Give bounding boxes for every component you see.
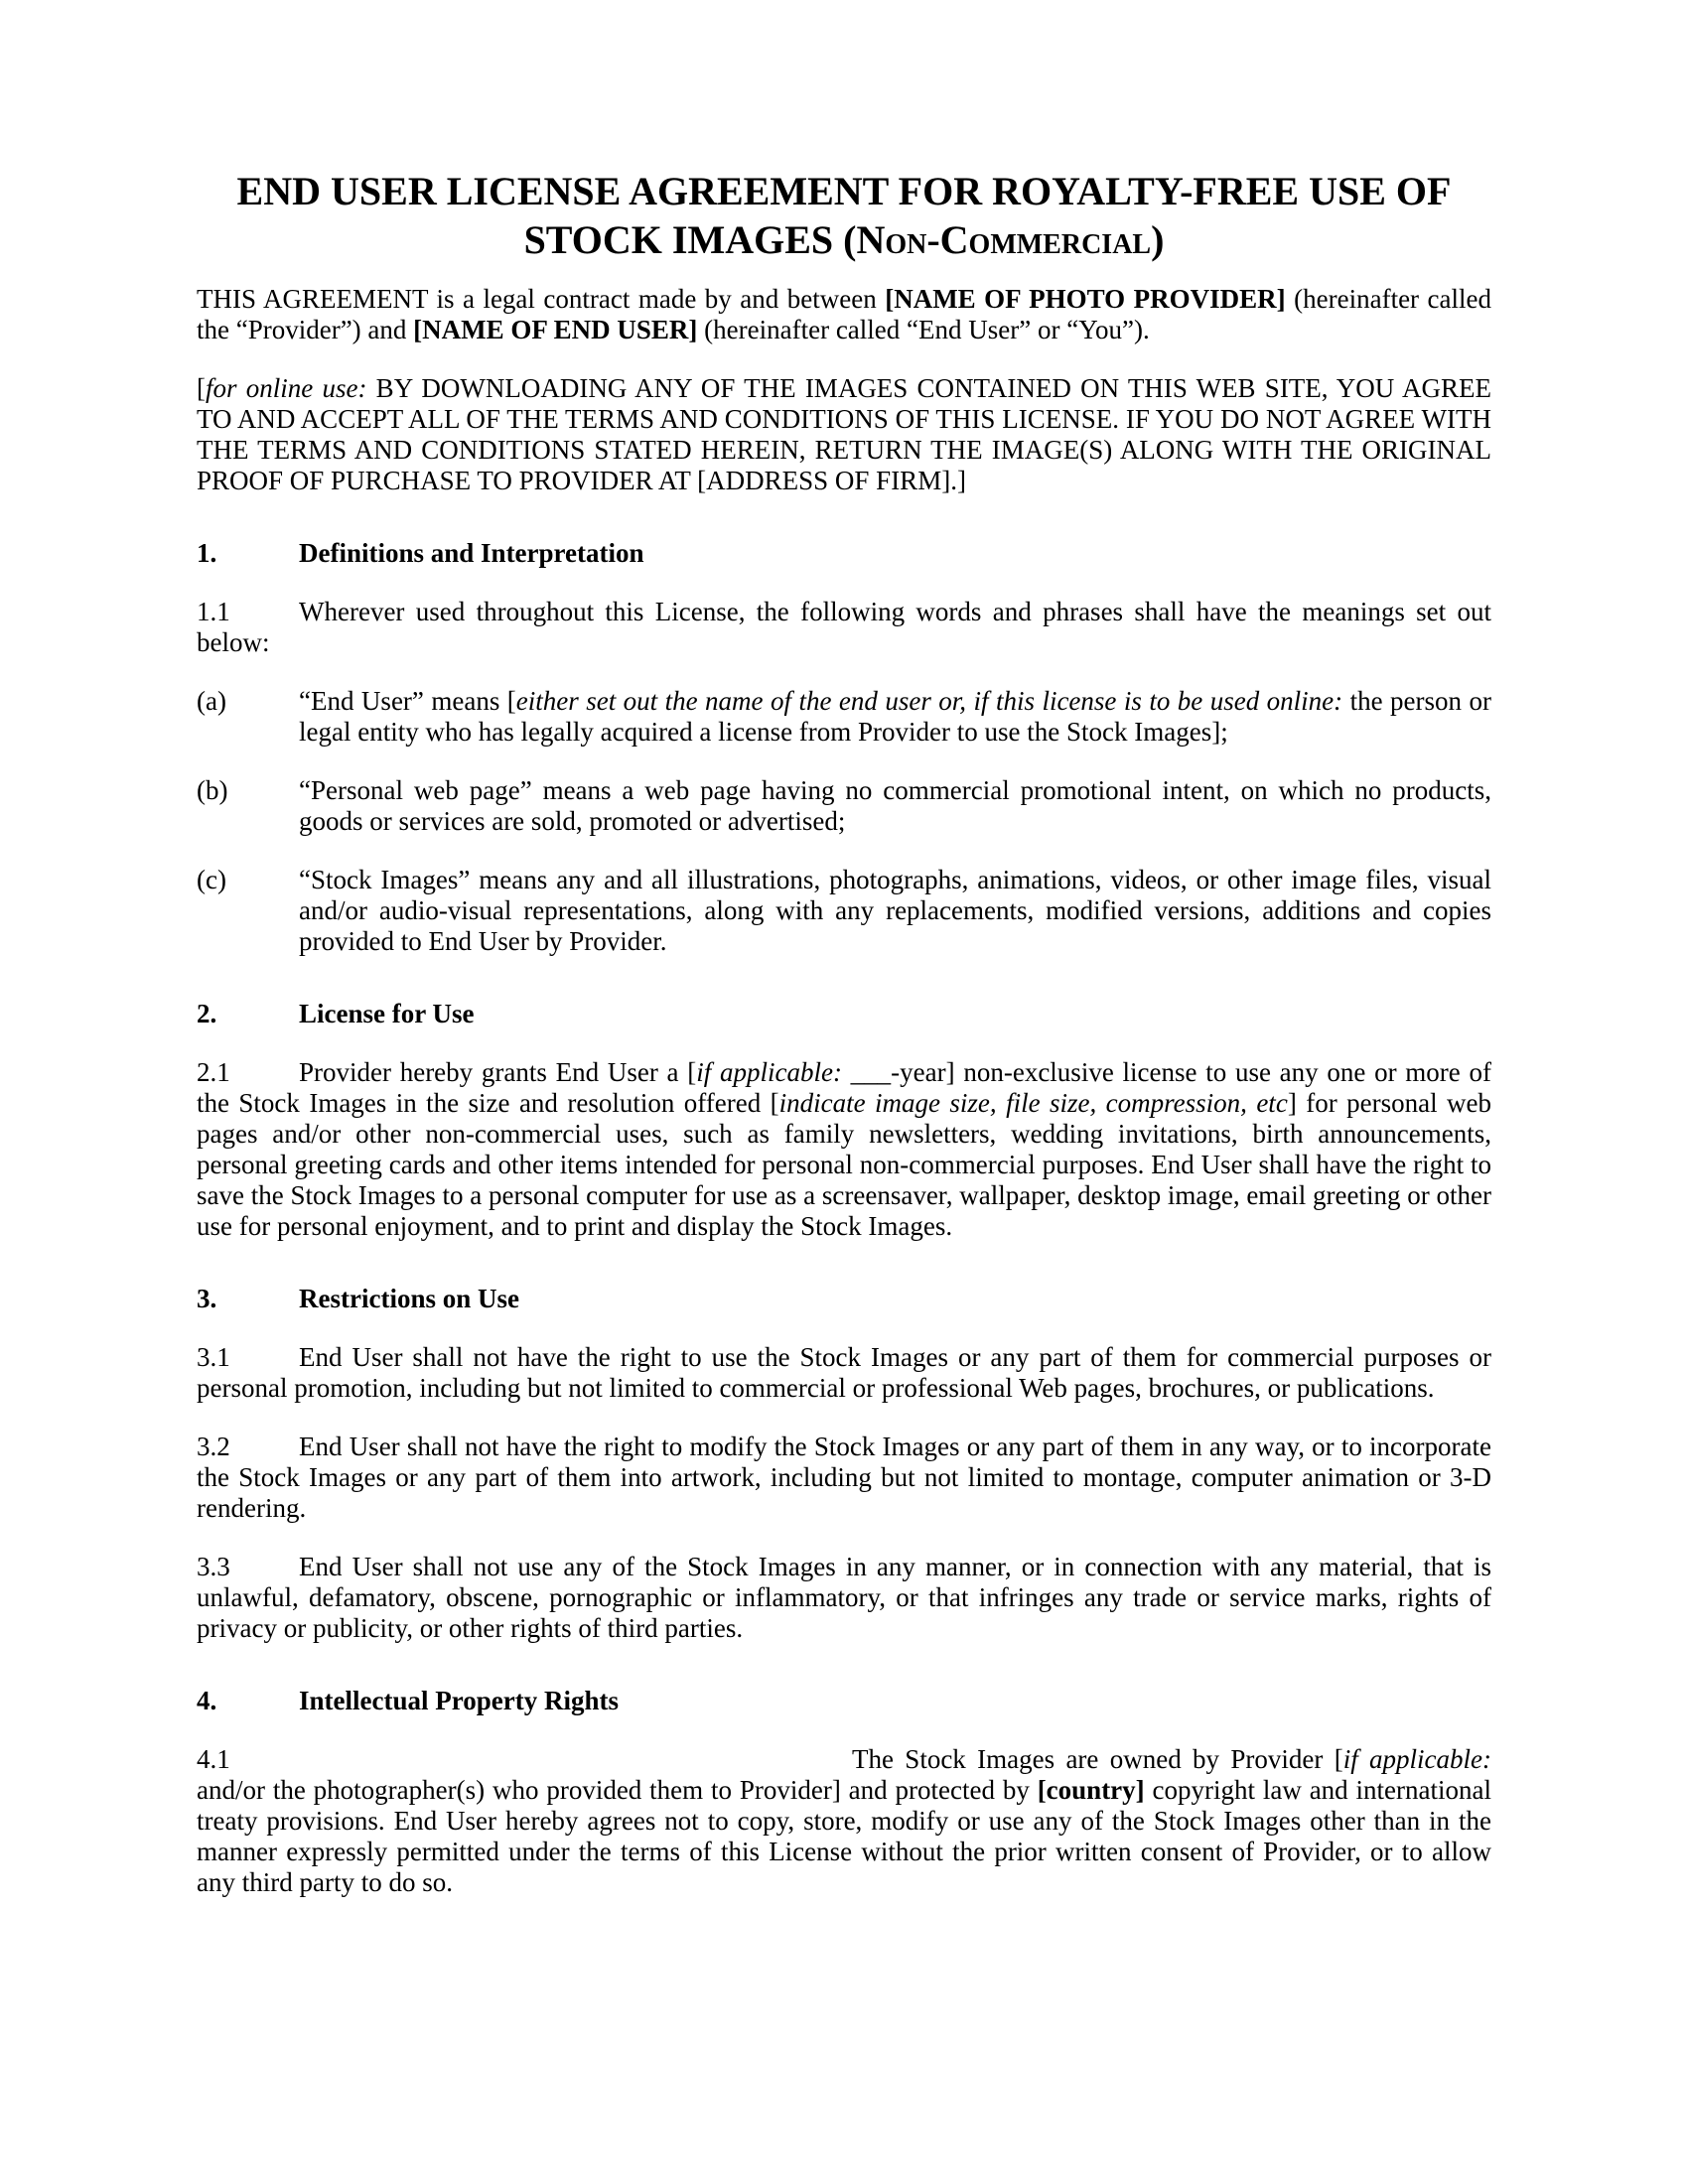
title-line-1: END USER LICENSE AGREEMENT FOR ROYALTY-FREE USE OF [236, 169, 1452, 213]
text-run: (hereinafter called “End User” or “You”). [697, 315, 1150, 344]
clause-number: 3.2 [197, 1432, 230, 1461]
title-line-2-close: ) [1151, 217, 1165, 262]
item-label: (a) [197, 686, 226, 716]
text-run: THIS AGREEMENT is a legal contract made by and between [197, 284, 886, 314]
text-run: Provider hereby grants End User a [ [299, 1057, 697, 1087]
item-label: (b) [197, 775, 228, 805]
section-title: Restrictions on Use [299, 1284, 519, 1313]
text-run: The Stock Images are owned by Provider [ [852, 1744, 1343, 1774]
placeholder-photo-provider: [NAME OF PHOTO PROVIDER] [885, 284, 1286, 314]
section-1-heading [197, 538, 1491, 569]
clause-4-1 [197, 1744, 1491, 1898]
text-run: the person or legal entity who has legally acquired a license from Provider to use the Stock Images]; [299, 686, 1491, 747]
drafting-note: either set out the name of the end user or, if this license is to be used online: [515, 686, 1343, 716]
clause-number: 4.1 [197, 1744, 230, 1774]
text-run: Wherever used throughout this License, the following words and phrases shall have the meanings set out below: [197, 597, 1491, 657]
section-number: 3. [197, 1284, 217, 1313]
clause-number: 1.1 [197, 597, 230, 626]
section-title: Intellectual Property Rights [299, 1686, 619, 1715]
section-number: 2. [197, 999, 217, 1028]
section-3-heading [197, 1284, 1491, 1314]
placeholder-country: [country] [1037, 1775, 1145, 1805]
text-run: End User shall not have the right to use the Stock Images or any part of them for commercial purposes or personal promotion, including but not limited to commercial or professional Web pages, brochures, or publications. [197, 1342, 1491, 1403]
text-run: ] for personal web pages and/or other non-commercial uses, such as family newsletters, wedding invitations, birth announcements, personal greeting cards and other items intended for personal non-commercial purposes. End User shall have the right to save the Stock Images to a personal computer for use as a screensaver, wallpaper, desktop image, email greeting or other use for personal enjoyment, and to print and display the Stock Images. [197, 1088, 1491, 1241]
section-title: Definitions and Interpretation [299, 538, 644, 568]
item-label: (c) [197, 865, 226, 894]
online-use-notice [197, 373, 1491, 496]
clause-2-1 [197, 1057, 1491, 1242]
text-run: “Personal web page” means a web page having no commercial promotional intent, on which no products, goods or services are sold, promoted or advertised; [299, 775, 1491, 836]
online-use-note: for online use: [206, 373, 367, 403]
clause-3-2 [197, 1432, 1491, 1524]
text-run: and/or the photographer(s) who provided them to Provider] and protected by [197, 1775, 1038, 1805]
text-run: “Stock Images” means any and all illustrations, photographs, animations, videos, or other image files, visual and/or audio-visual representations, along with any replacements, modified versions, additions and copies provided to End User by Provider. [299, 865, 1491, 956]
placeholder-end-user: [NAME OF END USER] [413, 315, 698, 344]
drafting-note: indicate image size, file size, compression, etc [778, 1088, 1288, 1118]
definition-b [197, 775, 1491, 837]
section-title: License for Use [299, 999, 475, 1028]
drafting-note: if applicable: [696, 1057, 842, 1087]
clause-3-3 [197, 1552, 1491, 1644]
title-line-2 [197, 215, 1491, 264]
section-4-heading [197, 1686, 1491, 1716]
text-run: End User shall not have the right to modify the Stock Images or any part of them in any way, or to incorporate the Stock Images or any part of them into artwork, including but not limited to montage, computer animation or 3-D rendering. [197, 1432, 1491, 1523]
intro-paragraph [197, 284, 1491, 345]
section-number: 4. [197, 1686, 217, 1715]
document-title [197, 167, 1491, 264]
clause-number: 3.3 [197, 1552, 230, 1581]
text-run: [ [197, 373, 206, 403]
text-run: copyright law and international treaty provisions. End User hereby agrees not to copy, store, modify or use any of the Stock Images other than in the manner expressly permitted under the terms of this License without the prior written consent of Provider, or to allow any third party to do so. [197, 1775, 1491, 1897]
text-run: ___-year] non-exclusive license to use any one or more of the Stock Images in the size and resolution offered [ [197, 1057, 1491, 1118]
clause-number: 2.1 [197, 1057, 230, 1087]
section-number: 1. [197, 538, 217, 568]
definition-a [197, 686, 1491, 748]
clause-1-1 [197, 597, 1491, 658]
clause-number: 3.1 [197, 1342, 230, 1372]
text-run: “End User” means [ [299, 686, 516, 716]
definition-c [197, 865, 1491, 957]
title-line-2-text: STOCK IMAGES ( [523, 217, 857, 262]
section-2-heading [197, 999, 1491, 1029]
text-run: (hereinafter called the “Provider”) and [197, 284, 1491, 344]
text-run: End User shall not use any of the Stock Images in any manner, or in connection with any material, that is unlawful, defamatory, obscene, pornographic or inflammatory, or that infringes any trade or service marks, rights of privacy or publicity, or other rights of third parties. [197, 1552, 1491, 1643]
clause-3-1 [197, 1342, 1491, 1404]
text-run: BY DOWNLOADING ANY OF THE IMAGES CONTAINED ON THIS WEB SITE, YOU AGREE TO AND ACCEPT ALL OF THE TERMS AND CONDITIONS OF THIS LICENSE. IF YOU DO NOT AGREE WITH THE TERMS AND CONDITIONS STATED HEREIN, RETURN THE IMAGE(S) ALONG WITH THE ORIGINAL PROOF OF PURCHASE TO PROVIDER AT [ADDRESS OF FIRM].] [197, 373, 1491, 495]
title-line-2-smallcaps: Non-Commercial [856, 217, 1152, 262]
drafting-note: if applicable: [1342, 1744, 1491, 1774]
